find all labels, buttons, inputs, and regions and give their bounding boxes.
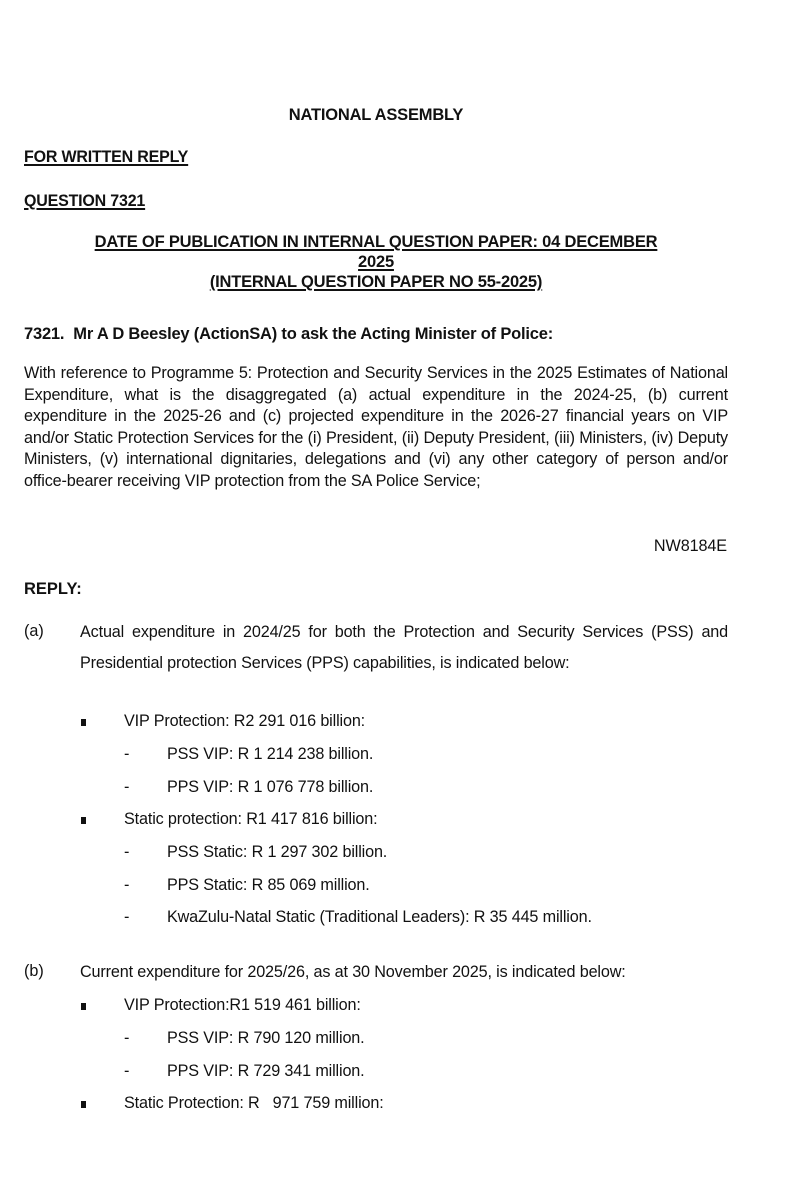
reply-item-b-label: (b) [24,962,44,980]
question-asker: Mr A D Beesley (ActionSA) to ask the Acting Minister of Police: [73,325,554,343]
dash-marker: - [124,1029,130,1047]
square-bullet-icon [81,817,86,824]
reply-type-heading: FOR WRITTEN REPLY [24,148,189,166]
reply-item-b-text: Current expenditure for 2025/26, as at 30 November 2025, is indicated below: [80,963,626,981]
dash-marker: - [124,745,130,763]
bullet-text: Static protection: R1 417 816 billion: [124,810,378,828]
institution-title-text: NATIONAL ASSEMBLY [288,106,464,124]
subitem-text: PSS VIP: R 1 214 238 billion. [167,745,374,763]
publication-date-line-2: 2025 [358,253,394,271]
subitem-text: PPS VIP: R 729 341 million. [167,1062,365,1080]
subitem-text: KwaZulu-Natal Static (Traditional Leaders): R 35 445 million. [167,908,592,926]
reference-code: NW8184E [653,537,727,555]
reply-item-a-text: Actual expenditure in 2024/25 for both the Protection and Security Services (PSS) and Presidential protection Services (PPS) capabilities, is indicated below: [80,623,728,672]
dash-marker: - [124,876,130,894]
square-bullet-icon [81,1003,86,1010]
dash-marker: - [124,778,130,796]
publication-date-block [0,232,752,292]
question-number: 7321. [24,325,65,343]
square-bullet-icon [81,1101,86,1108]
dash-marker: - [124,1062,130,1080]
dash-marker: - [124,843,130,861]
bullet-text: VIP Protection:R1 519 461 billion: [124,996,361,1014]
reply-heading: REPLY: [24,580,82,598]
subitem-text: PPS VIP: R 1 076 778 billion. [167,778,374,796]
subitem-text: PPS Static: R 85 069 million. [167,876,370,894]
question-body: With reference to Programme 5: Protection and Security Services in the 2025 Estimates of National Expenditure, what is the disaggregated (a) actual expenditure in the 2024-25, (b) current expenditure in the 2025-26 and (c) projected expenditure in the 2026-27 financial years on VIP and/or Static Protection Services for the (i) President, (ii) Deputy President, (iii) Ministers, (iv) Deputy Ministers, (v) international dignitaries, delegations and (vi) any other category of person and/or office-bearer receiving VIP protection from the SA Police Service; [24,364,728,490]
internal-paper-number: (INTERNAL QUESTION PAPER NO 55-2025) [209,273,543,291]
bullet-text: Static Protection: R 971 759 million: [124,1094,384,1112]
subitem-text: PSS VIP: R 790 120 million. [167,1029,365,1047]
subitem-text: PSS Static: R 1 297 302 billion. [167,843,388,861]
dash-marker: - [124,908,130,926]
publication-date-line-1: DATE OF PUBLICATION IN INTERNAL QUESTION PAPER: 04 DECEMBER [94,233,658,251]
question-number-heading: QUESTION 7321 [24,192,146,210]
bullet-text: VIP Protection: R2 291 016 billion: [124,712,366,730]
square-bullet-icon [81,719,86,726]
question-asker-line [24,325,553,344]
institution-title [0,106,752,125]
reply-item-a-label: (a) [24,622,44,640]
